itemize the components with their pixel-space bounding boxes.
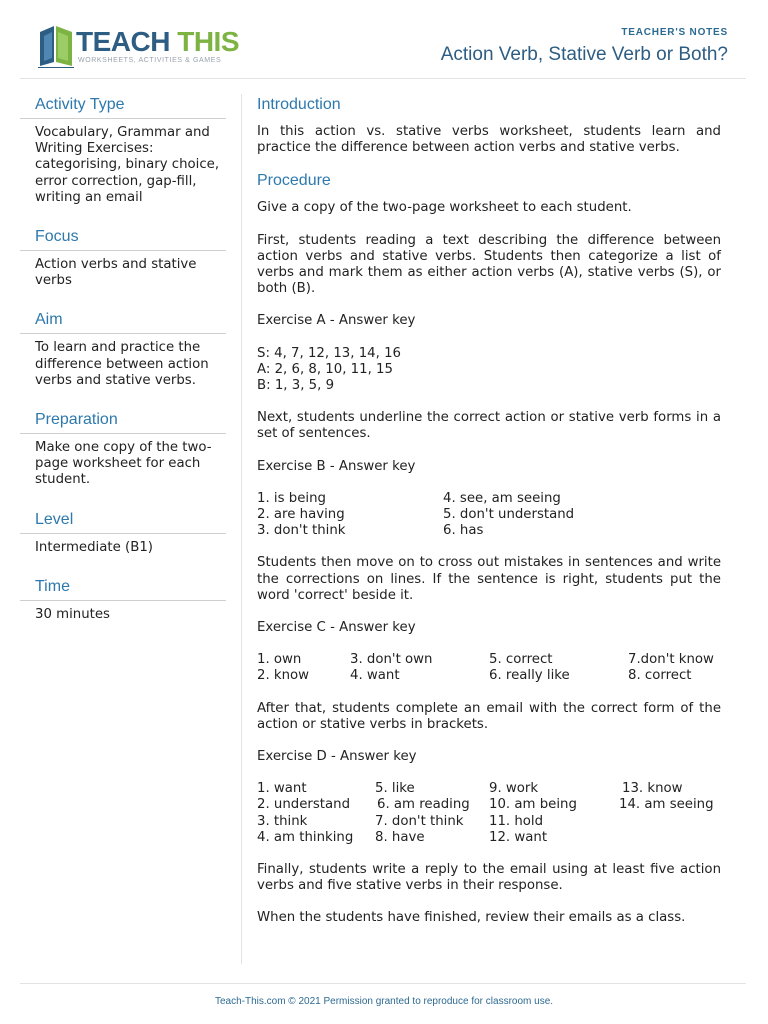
answer-row [257,668,721,684]
answer-cell: 3. don't own [350,652,433,668]
answer-cell: 13. know [622,781,683,797]
exercise-a-answers [257,346,721,395]
answer-cell: 7. don't think [375,813,464,829]
exercise-d-answers [257,781,721,846]
sidebar-activity-type [20,94,226,206]
answer-row [257,830,721,846]
sidebar-level [20,509,226,556]
answer-cell: 6. am reading [377,797,470,813]
answer-cell: 5. don't understand [443,506,575,522]
answer-cell: 7.don't know [628,652,714,668]
answer-cell: 2. know [257,668,310,684]
exercise-b-answers [257,491,721,540]
introduction-heading: Introduction [257,96,341,113]
answer-cell: 3. don't think [257,523,346,539]
column-divider [241,94,242,964]
answer-cell: 9. work [489,781,539,797]
answer-cell: 6. really like [489,668,570,684]
sidebar-text: Action verbs and stative verbs [35,257,197,289]
answer-cell: 1. own [257,652,302,668]
sidebar-preparation [20,409,226,489]
answer-cell: 14. am seeing [619,797,714,813]
answer-row [257,797,721,813]
answer-row [257,652,721,668]
answer-cell: 5. correct [489,652,553,668]
answer-cell: 8. have [375,829,425,845]
procedure-paragraph: Students then move on to cross out mistakes in sentences and write the corrections on lines. If the sentence is right, students put the word 'correct' beside it. [257,555,721,603]
exercise-c-answers [257,652,721,684]
sidebar-focus [20,226,226,289]
answer-cell: 8. correct [628,668,692,684]
procedure-paragraph: First, students reading a text describing the difference between action verbs and stative verbs. Students then categorize a list of verbs and mark them as either action verbs (A), stative verbs (S), or both (B). [257,232,721,297]
exercise-a-title: Exercise A - Answer key [257,313,416,329]
teachers-notes-label: TEACHER'S NOTES [621,27,728,38]
procedure-paragraph: Give a copy of the two-page worksheet to each student. [257,200,632,216]
answer-row [257,507,721,523]
logo-wordmark: TEACH THIS [76,26,240,57]
book-icon [36,24,74,68]
sidebar-text: To learn and practice the difference between action verbs and stative verbs. [35,340,209,388]
footer-divider [20,983,746,984]
copyright-footer: Teach-This.com © 2021 Permission granted to reproduce for classroom use. [214,996,554,1007]
sidebar-heading: Focus [20,226,226,251]
sidebar-text: Intermediate (B1) [35,539,153,555]
sidebar-time [20,576,226,623]
page-title: Action Verb, Stative Verb or Both? [440,44,728,65]
answer-cell: 4. want [350,668,400,684]
answer-line: A: 2, 6, 8, 10, 11, 15 [257,361,393,377]
answer-row [257,814,721,830]
procedure-paragraph: After that, students complete an email with the correct form of the action or stative verbs in brackets. [257,700,721,732]
teach-this-logo [36,24,240,70]
main-content [257,94,721,943]
answer-cell: 1. want [257,781,307,797]
sidebar-aim [20,309,226,389]
sidebar-heading: Level [20,509,226,534]
sidebar-heading: Activity Type [20,94,226,119]
answer-line: B: 1, 3, 5, 9 [257,378,335,393]
exercise-b-title: Exercise B - Answer key [257,458,416,474]
sidebar-heading: Time [20,576,226,601]
exercise-c-title: Exercise C - Answer key [257,619,416,635]
answer-row [257,781,721,797]
logo-tagline: WORKSHEETS, ACTIVITIES & GAMES [78,57,222,64]
sidebar-heading: Preparation [20,409,226,434]
answer-cell: 2. are having [257,506,345,522]
answer-cell: 2. understand [257,797,351,813]
answer-cell: 5. like [375,781,415,797]
answer-cell: 10. am being [489,797,577,813]
procedure-paragraph: When the students have finished, review their emails as a class. [257,910,686,926]
answer-cell: 1. is being [257,490,326,506]
header-divider [20,78,746,79]
procedure-paragraph: Finally, students write a reply to the email using at least five action verbs and five stative verbs in their response. [257,861,721,894]
sidebar-text: 30 minutes [35,606,110,622]
sidebar-heading: Aim [20,309,226,334]
answer-cell: 12. want [489,829,548,845]
introduction-text: In this action vs. stative verbs worksheet, students learn and practice the difference between action verbs and stative verbs. [257,124,721,156]
answer-row [257,491,721,507]
sidebar-text: Vocabulary, Grammar and Writing Exercises: categorising, binary choice, error correction, gap-fill, writing an email [35,125,220,205]
exercise-d-title: Exercise D - Answer key [257,748,417,764]
answer-cell: 4. see, am seeing [443,490,561,506]
procedure-heading: Procedure [257,172,331,190]
procedure-paragraph: Next, students underline the correct action or stative verb forms in a set of sentences. [257,410,721,442]
answer-cell: 6. has [443,523,484,539]
answer-cell: 4. am thinking [257,829,354,845]
answer-line: S: 4, 7, 12, 13, 14, 16 [257,345,402,361]
sidebar [20,94,226,643]
answer-cell: 11. hold [489,813,544,829]
answer-row [257,523,721,539]
sidebar-text: Make one copy of the two-page worksheet for each student. [35,440,212,488]
page-header [0,0,768,90]
answer-cell: 3. think [257,813,308,829]
